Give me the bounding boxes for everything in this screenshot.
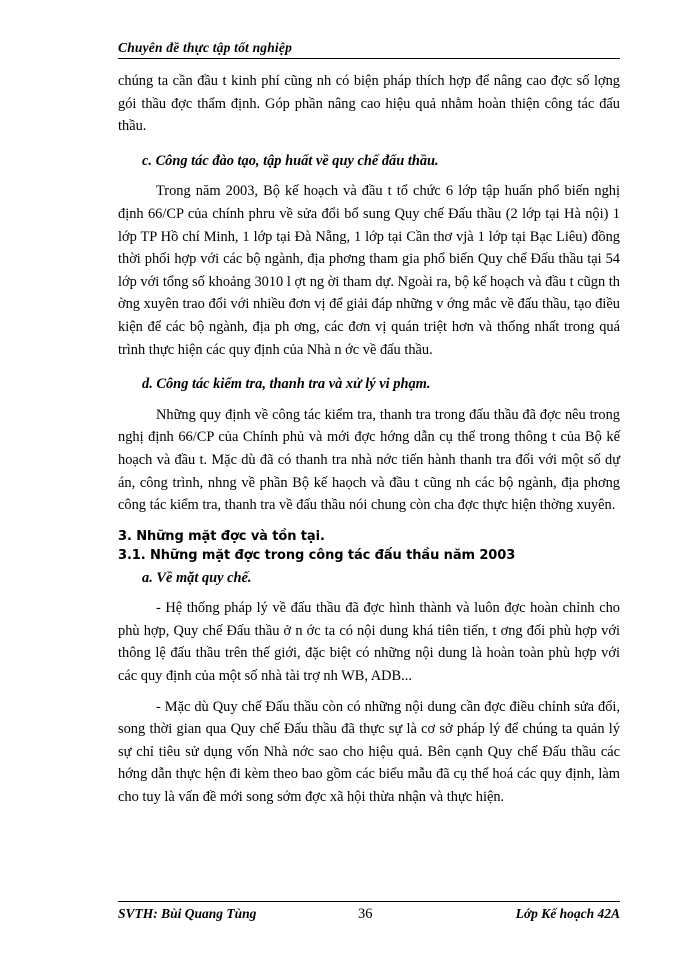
footer-author: SVTH: Bùi Quang Tùng <box>118 906 257 921</box>
paragraph-regulation-basis: - Mặc dù Quy chế Đấu thầu còn có những nội dung cần đợc điều chỉnh sửa đổi, song thời gian qua Quy chế Đấu thầu đã thực sự là cơ sở pháp lý để chúng ta quản lý sự chỉ tiêu sử dụng vốn Nhà nớc sao cho hiệu quả. Bên cạnh Quy chế Đấu thầu các hớng dẫn thực hện đi kèm theo bao gồm các biểu mẫu đã cụ thể hoá các quy định, làm cho tuy là vấn đề mới song sớm đợc xã hội thừa nhận và thực hiện. <box>118 698 620 806</box>
paragraph-legal-system: - Hệ thống pháp lý về đấu thầu đã đợc hình thành và luôn đợc hoàn chỉnh cho phù hợp, Quy chế Đấu thầu ở n ớc ta có nội dung khá tiên tiến, t ơng đối phù hợp với thông lệ đấu thầu trên thế giới, đặc biệt có những nội dung là hoàn toàn phù hợp với các quy định của một số nhà tài trợ nh WB, ADB... <box>118 600 620 685</box>
page-number: 36 <box>358 906 373 922</box>
header-rule <box>118 58 620 59</box>
footer-rule <box>118 901 620 902</box>
section-heading-3: 3. Những mặt đợc và tồn tại. <box>118 528 325 544</box>
body-text <box>118 70 620 809</box>
footer-class: Lớp Kế hoạch 42A <box>515 906 620 921</box>
paragraph-intro: chúng ta cần đầu t kinh phí cũng nh có biện pháp thích hợp để nâng cao đợc số lợng gói thầu đợc thẩm định. Góp phần nâng cao hiệu quả nhằm hoàn thiện công tác đấu thầu. <box>118 73 620 135</box>
heading-inspection: d. Công tác kiểm tra, thanh tra và xử lý vi phạm. <box>142 376 431 393</box>
section-heading-3-1: 3.1. Những mặt đợc trong công tác đấu thầu năm 2003 <box>118 547 516 563</box>
paragraph-training: Trong năm 2003, Bộ kế hoạch và đầu t tổ chức 6 lớp tập huấn phổ biến nghị định 66/CP của chính phru về sửa đổi bổ sung Quy chế Đấu thầu (2 lớp tại Hà nội) 1 lớp TP Hồ chí Minh, 1 lớp tại Đà Nẵng, 1 lớp tại Cần thơ vjà 1 lớp tại Bạc Liêu) đồng thời phối hợp với các bộ ngành, địa phơng tham gia phổ biến Quy chế Đấu thầu tại 54 lớp với tổng số khoảng 3010 l ợt ng ời tham dự. Ngoài ra, bộ kế hoạch và đầu t cũgn th ờng xuyên trao đổi với nhiều đơn vị để giải đáp những v ớng mắc về đấu thầu, tạo điều kiện để các bộ ngành, địa ph ơng, các đơn vị quán triệt hơn và thống nhất trong quá trình thực hiện các quy định của Nhà n ớc về đấu thầu. <box>118 183 620 358</box>
heading-regulation: a. Về mặt quy chế. <box>142 569 252 586</box>
running-header: Chuyên đề thực tập tốt nghiệp <box>118 40 293 55</box>
heading-training: c. Công tác đào tạo, tập huất về quy chế đấu thầu. <box>142 152 439 169</box>
paragraph-inspection: Những quy định về công tác kiểm tra, thanh tra trong đấu thầu đã đợc nêu trong nghị định 66/CP của Chính phủ và mới đợc hớng dẫn cụ thể trong thông t của Bộ kế hoạch và đầu t. Mặc dù đã có thanh tra nhà nớc tiến hành thanh tra đối với một số dự án, công trình, nhng về phần Bộ kế haọch và đầu t cũng nh các bộ ngành, địa phơng công tác kiểm tra, thanh tra về đấu thầu nói chung còn cha đợc thực hiện thờng xuyên. <box>118 406 620 514</box>
